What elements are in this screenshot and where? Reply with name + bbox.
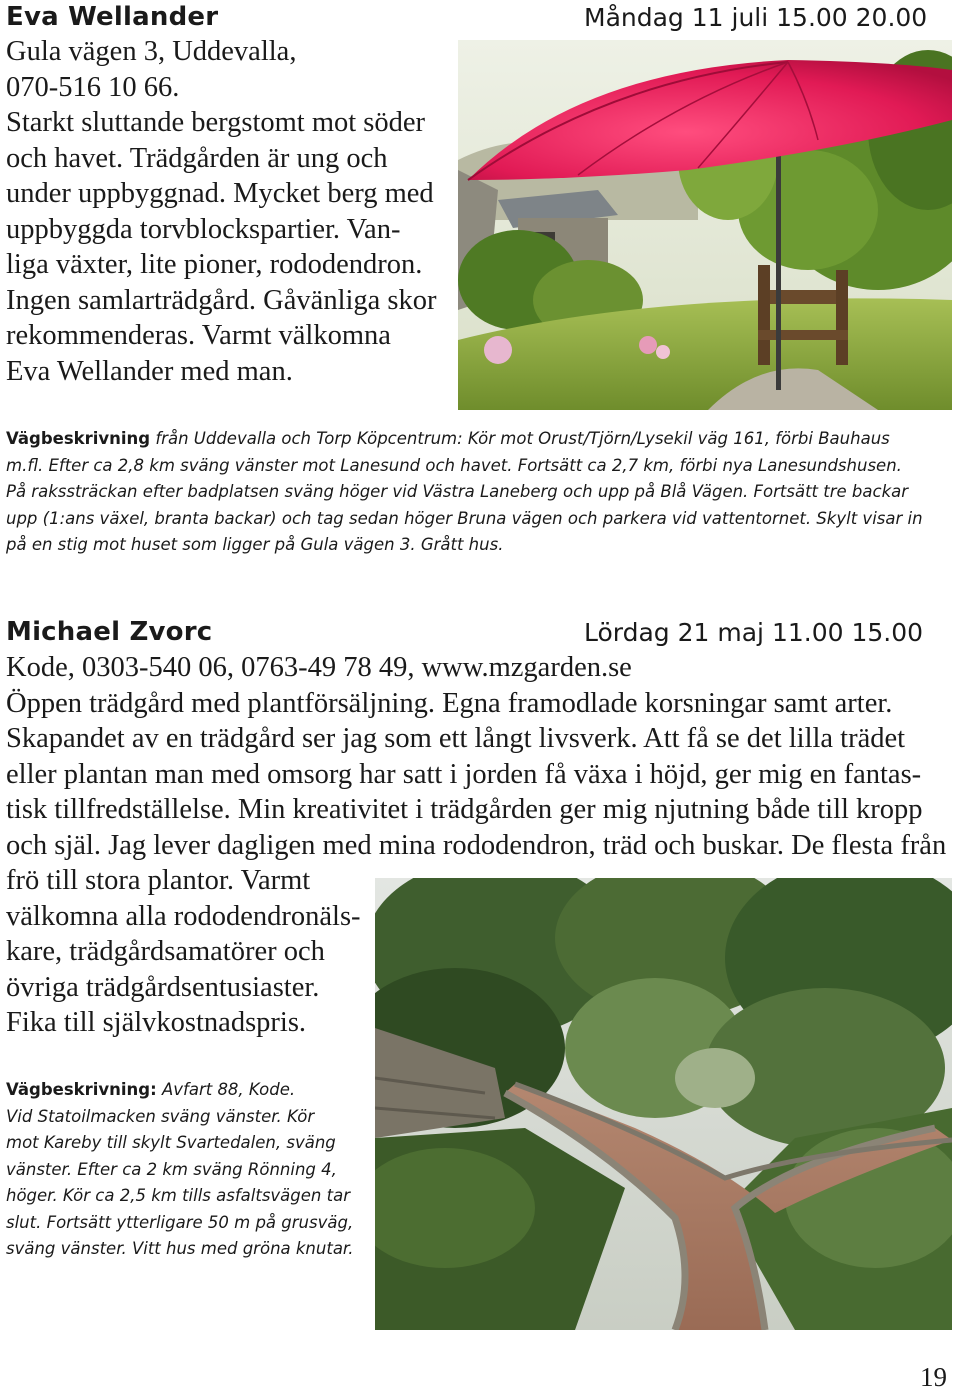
- page-number: 19: [920, 1362, 947, 1392]
- entry2-name: Michael Zvorc: [6, 617, 213, 647]
- entry1-line: Gula vägen 3, Uddevalla,: [6, 36, 297, 67]
- entry2-line: frö till stora plantor. Varmt: [6, 865, 311, 896]
- entry1-line: Ingen samlarträdgård. Gåvänliga skor: [6, 284, 437, 316]
- garden-umbrella-photo: [458, 40, 952, 410]
- entry1-line: 070-516 10 66.: [6, 71, 180, 103]
- entry2-date: Lördag 21 maj 11.00 15.00: [584, 618, 924, 647]
- entry1-directions-line: på en stig mot huset som ligger på Gula vägen 3. Grått hus.: [6, 535, 504, 554]
- entry2-line: kare, trädgårdsamatörer och: [6, 936, 325, 967]
- entry2-directions: [6, 1077, 353, 1263]
- entry1-directions-line: upp (1:ans växel, branta backar) och tag sedan höger Bruna vägen och parkera vid vattentornet. Skylt visar in: [6, 508, 923, 528]
- entry1-date: Måndag 11 juli 15.00 20.00: [584, 3, 928, 32]
- entry2-directions-line: mot Kareby till skylt Svartedalen, sväng: [6, 1133, 336, 1152]
- entry1-description: [6, 34, 437, 389]
- entry2-line: Öppen trädgård med plantförsäljning. Egna framodlade korsningar samt arter.: [6, 687, 893, 719]
- entry1-line: rekommenderas. Varmt välkomna: [6, 320, 391, 351]
- entry1-directions-label: Vägbeskrivning: [6, 429, 151, 448]
- entry1-directions-line: m.fl. Efter ca 2,8 km sväng vänster mot Lanesund och havet. Fortsätt ca 2,7 km, förbi nya Lanesundshusen.: [6, 455, 902, 475]
- entry1-line: och havet. Trädgården är ung och: [6, 142, 388, 174]
- garden-path-photo: [375, 878, 952, 1330]
- entry2-line: tisk tillfredställelse. Min kreativitet i trädgården ger mig njutning både till kropp: [6, 794, 923, 825]
- entry1-line: liga växter, lite pioner, rododendron.: [6, 249, 423, 280]
- entry2-line: övriga trädgårdsentusiaster.: [6, 971, 320, 1003]
- entry1-directions: [6, 426, 923, 559]
- entry2-directions-line: vänster. Efter ca 2 km sväng Rönning 4,: [6, 1159, 337, 1179]
- entry2-line: eller plantan man med omsorg har satt i jorden få växa i höjd, ger mig en fantas-: [6, 758, 922, 790]
- entry2-directions-line: Vägbeskrivning: Avfart 88, Kode.: [6, 1080, 296, 1099]
- entry2-line: Fika till självkostnadspris.: [6, 1007, 307, 1038]
- entry1-directions-line: På rakssträckan efter badplatsen sväng höger vid Västra Laneberg och upp på Blå Vägen. Fortsätt tre backar: [6, 482, 909, 501]
- entry2-directions-line: Vid Statoilmacken sväng vänster. Kör: [6, 1106, 315, 1126]
- entry1-directions-line: Vägbeskrivning från Uddevalla och Torp Köpcentrum: Kör mot Orust/Tjörn/Lysekil väg 161, förbi Bauhaus: [6, 429, 890, 448]
- entry2-directions-label: Vägbeskrivning:: [6, 1080, 157, 1099]
- entry2-directions-line: höger. Kör ca 2,5 km tills asfaltsvägen tar: [6, 1186, 350, 1205]
- entry2-line: och själ. Jag lever dagligen med mina rododendron, träd och buskar. De flesta från: [6, 829, 947, 861]
- entry2-line: Skapandet av en trädgård ser jag som ett långt livsverk. Att få se det lilla trädet: [6, 723, 906, 754]
- entry2-line: Kode, 0303-540 06, 0763-49 78 49, www.mzgarden.se: [6, 652, 632, 683]
- entry2-line: välkomna alla rododendronäls-: [6, 900, 361, 932]
- entry2-directions-line: sväng vänster. Vitt hus med gröna knutar.: [6, 1239, 354, 1258]
- entry1-line: Eva Wellander med man.: [6, 355, 293, 387]
- entry1-line: under uppbyggnad. Mycket berg med: [6, 178, 434, 209]
- entry1-line: uppbyggda torvblockspartier. Van-: [6, 213, 401, 245]
- entry1-name: Eva Wellander: [6, 2, 219, 32]
- entry2-directions-line: slut. Fortsätt ytterligare 50 m på grusväg,: [6, 1212, 354, 1232]
- entry1-line: Starkt sluttande bergstomt mot söder: [6, 107, 426, 138]
